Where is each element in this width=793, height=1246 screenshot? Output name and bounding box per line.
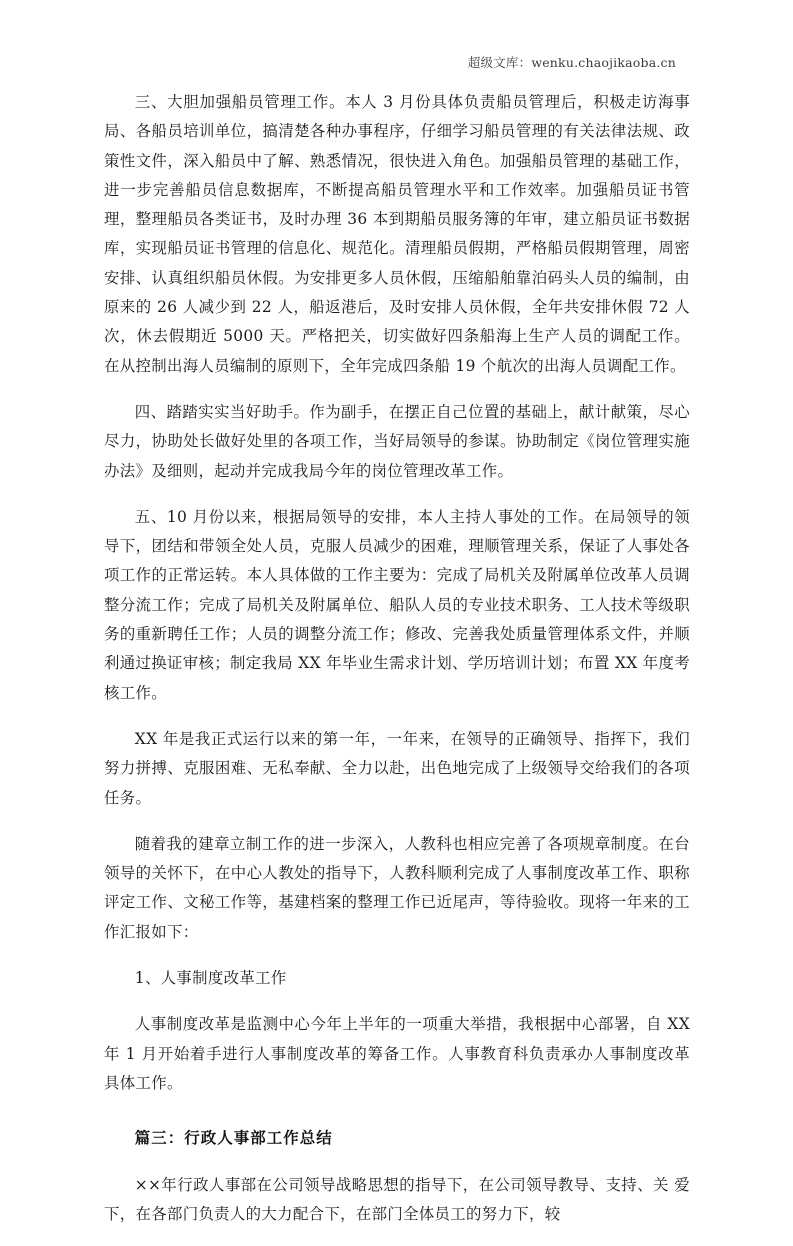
paragraph-admin-hr-department: ××年行政人事部在公司领导战略思想的指导下，在公司领导教导、支持、关 爱下，在各部门负责人的大力配合下，在部门全体员工的努力下，较 xyxy=(104,1175,690,1223)
subheading-personnel-system-reform: 1、人事制度改革工作 xyxy=(134,969,287,988)
paragraph-section-three: 三、大胆加强船员管理工作。本人 3 月份具体负责船员管理后，积极走访海事局、各船员培训单位，搞清楚各种办事程序，仔细学习船员管理的有关法律法规、政策性文件，深入船员中了解、熟悉情况，很快进入角色。加强船员管理的基础工作，进一步完善船员信息数据库，不断提高船员管理水平和工作效率。加强船员证书管理，整理船员各类证书，及时办理 36 本到期船员服务簿的年审，建立船员证书数据库，实现船员证书管理的信息化、规范化。清理船员假期，严格船员假期管理，周密安排、认真组织船员休假。为安排更多人员休假，压缩船舶靠泊码头人员的编制，由原来的 26 人减少到 22 人，船返港后，及时安排人员休假，全年共安排休假 72 人次，休去假期近 5000 天。严格把关，切实做好四条船海上生产人员的调配工作。在从控制出海人员编制的原则下，全年完成四条船 19 个航次的出海人员调配工作。 xyxy=(104,93,690,375)
section-title-part-three: 篇三：行政人事部工作总结 xyxy=(134,1129,333,1148)
paragraph-section-four: 四、踏踏实实当好助手。作为副手，在摆正自己位置的基础上，献计献策，尽心尽力，协助处长做好处里的各项工作，当好局领导的参谋。协助制定《岗位管理实施办法》及细则，起动并完成我局今年的岗位管理改革工作。 xyxy=(104,402,690,480)
paragraph-section-five: 五、10 月份以来，根据局领导的安排，本人主持人事处的工作。在局领导的领导下，团结和带领全处人员，克服人员减少的困难，理顺管理关系，保证了人事处各项工作的正常运转。本人具体做的工作主要为：完成了局机关及附属单位改革人员调整分流工作；完成了局机关及附属单位、船队人员的专业技术职务、工人技术等级职务的重新聘任工作；人员的调整分流工作；修改、完善我处质量管理体系文件，并顺利通过换证审核；制定我局 XX 年毕业生需求计划、学历培训计划；布置 XX 年度考核工作。 xyxy=(104,507,690,702)
document-body xyxy=(104,88,690,1246)
paragraph-personnel-system-reform-detail: 人事制度改革是监测中心今年上半年的一项重大举措，我根据中心部署，自 XX 年 1 月开始着手进行人事制度改革的筹备工作。人事教育科负责承办人事制度改革具体工作。 xyxy=(104,1015,690,1092)
paragraph-regulations-progress: 随着我的建章立制工作的进一步深入，人教科也相应完善了各项规章制度。在台领导的关怀下，在中心人教处的指导下，人教科顺利完成了人事制度改革工作、职称评定工作、文秘工作等，基建档案的整理工作已近尾声，等待验收。现将一年来的工作汇报如下： xyxy=(104,834,690,941)
site-watermark-header: 超级文库：wenku.chaojikaoba.cn xyxy=(467,55,676,70)
paragraph-first-year-summary: XX 年是我正式运行以来的第一年，一年来，在领导的正确领导、指挥下，我们努力拼搏、克服困难、无私奉献、全力以赴，出色地完成了上级领导交给我们的各项任务。 xyxy=(104,729,690,807)
